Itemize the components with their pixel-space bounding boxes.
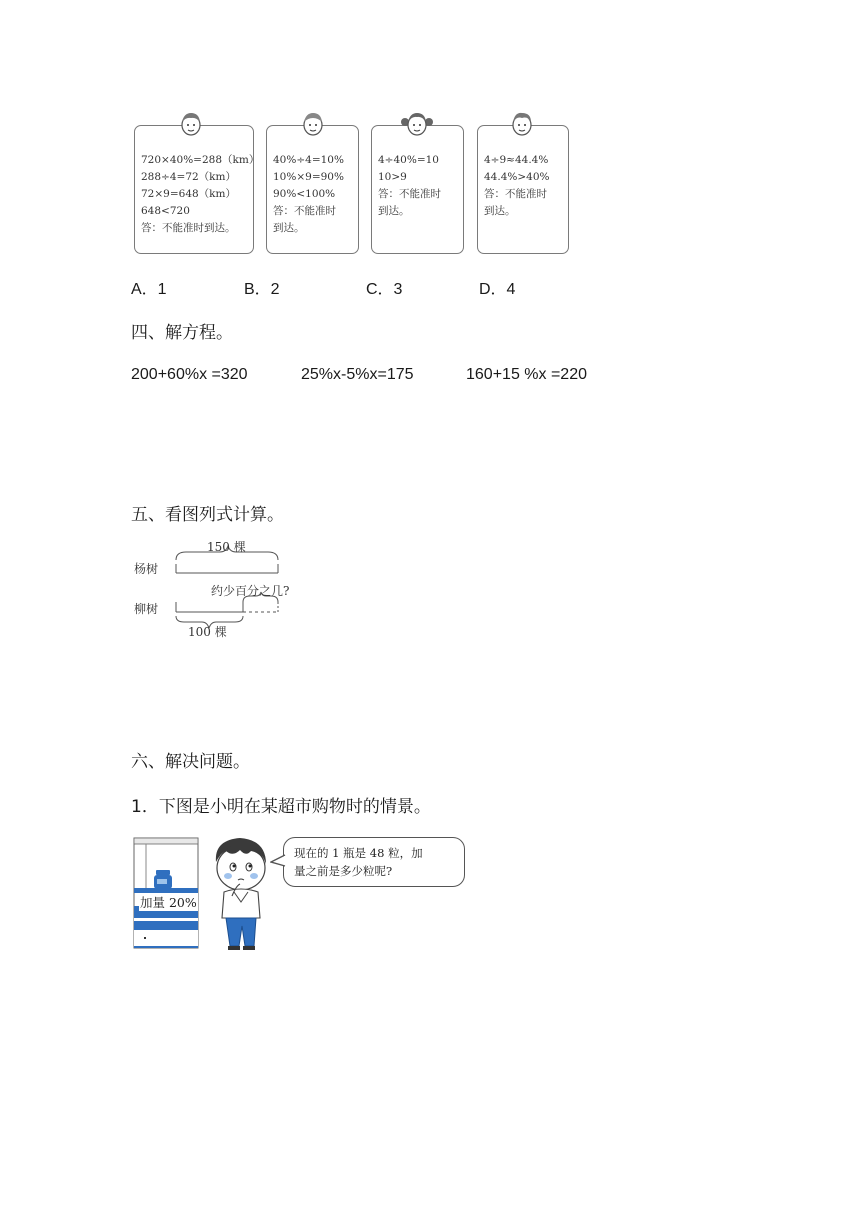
boy-head-icon [507, 110, 537, 138]
solution-card-4 [477, 125, 569, 254]
card-line: 到达。 [273, 222, 305, 234]
card-line: 到达。 [484, 205, 516, 217]
label-willow: 柳树 [134, 602, 159, 616]
speech-bubble [283, 837, 465, 887]
card-line: 90%<100% [273, 188, 336, 200]
card-line: 答：不能准时 [484, 188, 547, 200]
card-line: 720×40%=288（km） [141, 154, 260, 166]
boy-head-icon [176, 110, 206, 138]
solution-card-1 [134, 125, 260, 254]
card-line: 288÷4=72（km） [141, 171, 236, 183]
card-line: 10>9 [378, 171, 407, 183]
card-3-lines [378, 152, 441, 220]
equation-2: 25%x-5%x=175 [301, 366, 414, 383]
solution-card-3 [371, 125, 464, 254]
sign-add-20: 加量 20% [140, 895, 197, 910]
card-line: 72×9=648（km） [141, 188, 236, 200]
label-100: 100 棵 [188, 625, 227, 639]
card-line: 答：不能准时 [378, 188, 441, 200]
label-poplar: 杨树 [134, 562, 159, 576]
section-5-title: 五、看图列式计算。 [131, 505, 284, 525]
bubble-line-2: 量之前是多少粒呢? [294, 864, 393, 878]
option-d: D．4 [479, 281, 516, 298]
boy-head-icon [298, 110, 328, 138]
option-a: A．1 [131, 281, 167, 298]
section-4-title: 四、解方程。 [131, 323, 233, 343]
speech-bubble-tail [270, 853, 286, 869]
card-line: 4÷40%=10 [378, 154, 439, 166]
section-6-title: 六、解决问题。 [131, 752, 250, 772]
card-line: 4÷9≈44.4% [484, 154, 549, 166]
card-line: 答：不能准时到达。 [141, 222, 236, 234]
boy-thinking-icon [206, 834, 276, 952]
equation-3: 160+15 %x =220 [466, 366, 587, 383]
card-line: 40%÷4=10% [273, 154, 344, 166]
girl-head-icon [400, 110, 434, 138]
card-line: 44.4%>40% [484, 171, 550, 183]
card-line: 到达。 [378, 205, 410, 217]
question-1-text: 1．下图是小明在某超市购物时的情景。 [131, 797, 431, 817]
card-line: 10%×9=90% [273, 171, 344, 183]
card-4-lines [484, 152, 550, 220]
card-line: 答：不能准时 [273, 205, 336, 217]
label-question: 约少百分之几? [211, 584, 290, 598]
bubble-line-1: 现在的 1 瓶是 48 粒，加 [294, 846, 423, 860]
card-2-lines [273, 152, 344, 237]
option-b: B．2 [244, 281, 280, 298]
equation-1: 200+60%x =320 [131, 366, 248, 383]
card-1-lines [141, 152, 259, 237]
solution-card-2 [266, 125, 359, 254]
label-150: 150 棵 [207, 540, 246, 554]
option-c: C．3 [366, 281, 403, 298]
card-line: 648<720 [141, 205, 190, 217]
